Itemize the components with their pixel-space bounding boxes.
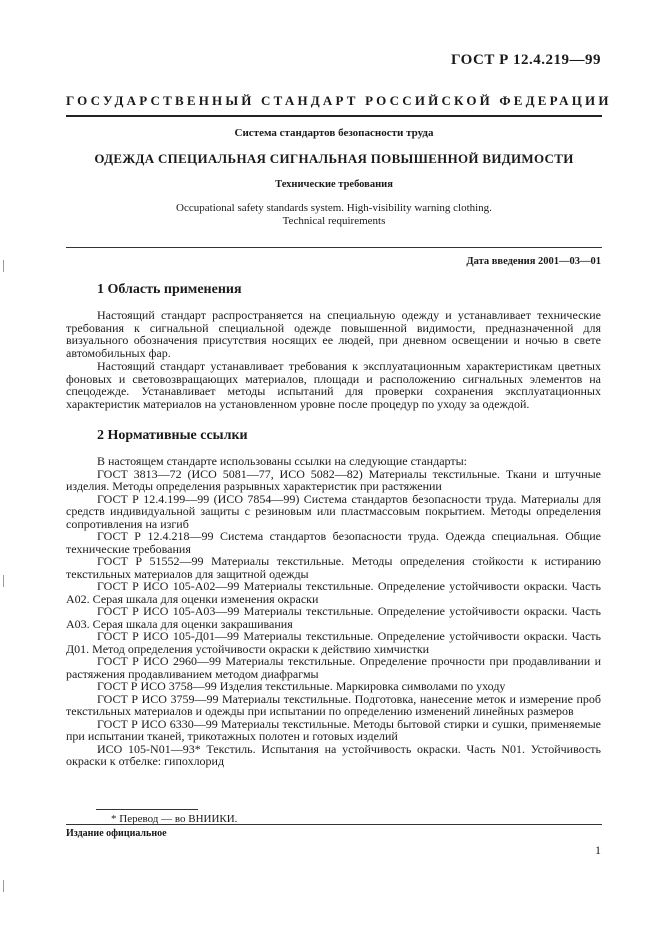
edition-rule (66, 824, 602, 825)
english-title-line-1: Occupational safety standards system. High-visibility warning clothing. (176, 202, 492, 214)
reference-item: ГОСТ Р ИСО 3759—99 Материалы текстильные. Подготовка, нанесение меток и измерение проб текстильных материалов и одежды при испытании по определению изменений линейных размеров (66, 691, 601, 718)
english-title-line-2: Technical requirements (282, 214, 386, 227)
scope-paragraph-1: Настоящий стандарт распространяется на специальную одежду и устанавливает технические требования к сигнальной специальной одежде повышенной видимости, предназначенной для визуального обозначения присутствия носящих ее людей, при дневном освещении и ночью в свете автомобильных фар. (66, 308, 601, 360)
reference-item: ГОСТ Р ИСО 105-А03—99 Материалы текстильные. Определение устойчивости окраски. Часть А03. Серая шкала для оценки закрашивания (66, 604, 601, 631)
footnote-rule (96, 809, 198, 810)
scope-paragraph-2: Настоящий стандарт устанавливает требования к эксплуатационным характеристикам цветных фоновых и световозвращающих материалов, площади и расположению сигнальных элементов на спецодежде. Устанавливает методы испытаний для проверки сохранения эксплуатационных характеристик материалов на установленном уровне после процедур по уходу за одеждой. (66, 359, 601, 411)
reference-item: ГОСТ 3813—72 (ИСО 5081—77, ИСО 5082—82) Материалы текстильные. Ткани и штучные изделия. Методы определения разрывных характеристик при растяжении (66, 466, 601, 493)
footnote: * Перевод — во ВНИИКИ. (111, 813, 238, 825)
scan-margin-mark (3, 880, 4, 892)
english-title (66, 202, 602, 227)
section-heading-references: 2 Нормативные ссылки (97, 428, 248, 443)
reference-item: ГОСТ Р ИСО 105-А02—99 Материалы текстильные. Определение устойчивости окраски. Часть А02. Серая шкала для оценки изменения окраски (66, 579, 601, 606)
scan-margin-mark (3, 260, 4, 272)
references-intro: В настоящем стандарте использованы ссылки на следующие стандарты: (97, 454, 468, 468)
document-subtitle: Технические требования (275, 179, 393, 190)
standards-system-line: Система стандартов безопасности труда (234, 127, 434, 139)
section-heading-scope: 1 Область применения (97, 282, 242, 297)
scan-margin-mark (3, 575, 4, 587)
header-rule (66, 115, 602, 117)
reference-item: ГОСТ Р ИСО 105-Д01—99 Материалы текстильные. Определение устойчивости окраски. Часть Д01. Метод определения устойчивости окраски к действию химчистки (66, 629, 601, 656)
reference-item: ГОСТ Р 51552—99 Материалы текстильные. Методы определения стойкости к истиранию текстильных материалов для защитной одежды (66, 554, 601, 581)
reference-item: ГОСТ Р ИСО 2960—99 Материалы текстильные. Определение прочности при продавливании и растяжения продавливанием методом диафрагмы (66, 654, 601, 681)
document-title: ОДЕЖДА СПЕЦИАЛЬНАЯ СИГНАЛЬНАЯ ПОВЫШЕННОЙ ВИДИМОСТИ (94, 151, 574, 166)
introduction-date: Дата введения 2001—03—01 (466, 256, 601, 267)
page-number: 1 (595, 843, 601, 857)
reference-item: ИСО 105-N01—93* Текстиль. Испытания на устойчивость окраски. Часть N01. Устойчивость окраски к отбелке: гипохлорид (66, 741, 601, 768)
reference-item: ГОСТ Р ИСО 3758—99 Изделия текстильные. Маркировка символами по уходу (97, 679, 506, 693)
reference-item: ГОСТ Р ИСО 6330—99 Материалы текстильные. Методы бытовой стирки и сушки, применяемые при испытании тканей, трикотажных полотен и готовых изделий (66, 716, 601, 743)
document-number: ГОСТ Р 12.4.219—99 (450, 52, 601, 68)
reference-item: ГОСТ Р 12.4.199—99 (ИСО 7854—99) Система стандартов безопасности труда. Материалы для средств индивидуальной защиты с резиновым или пластмассовым покрытием. Методы определения сопротивления на изгиб (66, 491, 601, 531)
reference-item: ГОСТ Р 12.4.218—99 Система стандартов безопасности труда. Одежда специальная. Общие технические требования (66, 529, 601, 556)
references-list (66, 455, 601, 768)
state-standard-title: ГОСУДАРСТВЕННЫЙ СТАНДАРТ РОССИЙСКОЙ ФЕДЕРАЦИИ (66, 93, 612, 108)
title-rule (66, 247, 602, 248)
official-edition-label: Издание официальное (66, 828, 167, 839)
